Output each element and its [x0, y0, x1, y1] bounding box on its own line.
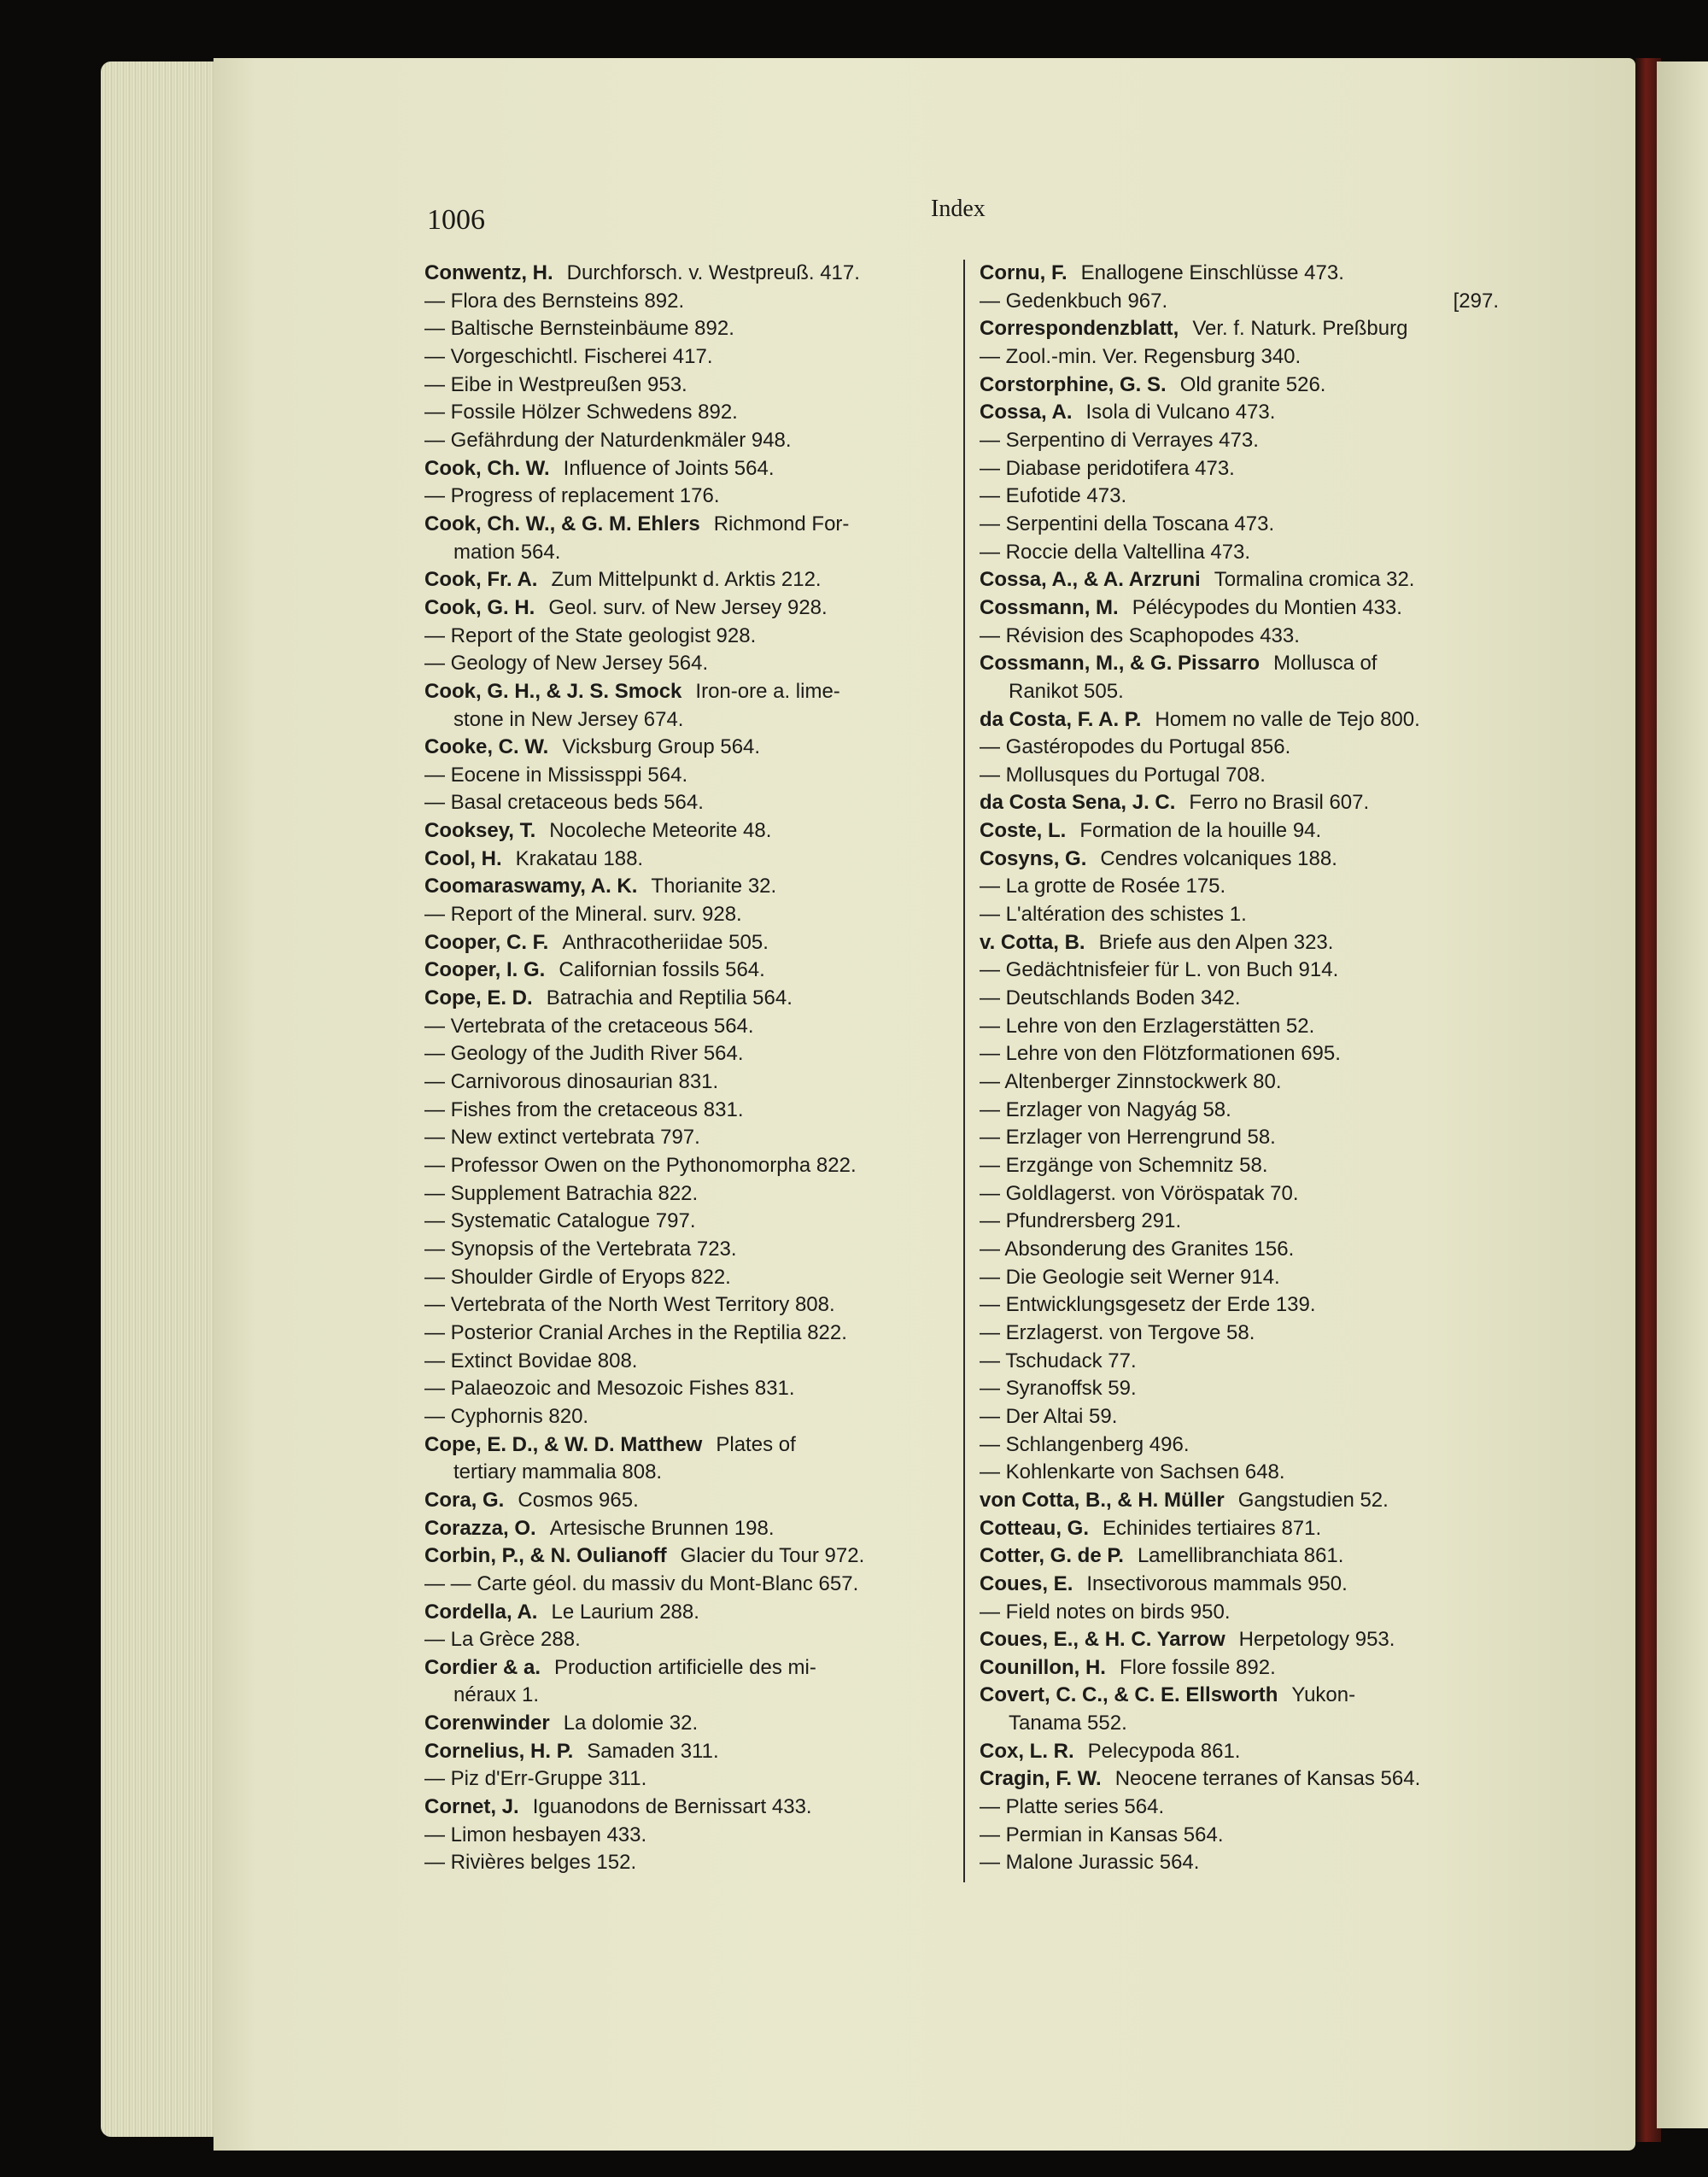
- index-author: Cook, G. H.: [424, 595, 535, 619]
- index-title: — New extinct vertebrata 797.: [424, 1126, 700, 1150]
- index-title: — Syranoffsk 59.: [980, 1377, 1137, 1401]
- index-title: Yukon-: [1291, 1683, 1356, 1707]
- index-entry: [424, 1040, 947, 1068]
- index-entry: [424, 372, 947, 400]
- index-entry: [424, 1571, 947, 1599]
- index-title: Neocene terranes of Kansas 564.: [1114, 1767, 1421, 1791]
- index-title: — Roccie della Valtellina 473.: [980, 540, 1251, 564]
- index-entry: [424, 1180, 947, 1208]
- index-author: Cornelius, H. P.: [424, 1739, 574, 1763]
- index-title: Mollusca of: [1273, 652, 1378, 676]
- index-title: Production artificielle des mi-: [554, 1655, 816, 1679]
- index-entry: [424, 734, 947, 762]
- index-entry: [424, 1291, 947, 1320]
- index-entry: [424, 1403, 947, 1431]
- index-entry: [424, 817, 947, 846]
- index-entry: [424, 594, 947, 623]
- index-entry: [980, 1124, 1499, 1152]
- index-title: — Erzgänge von Schemnitz 58.: [980, 1154, 1268, 1177]
- index-entry-continuation: néraux 1.: [453, 1683, 540, 1707]
- index-entry: [980, 566, 1499, 594]
- index-title: Richmond For-: [713, 512, 850, 535]
- index-title: — Progress of replacement 176.: [424, 484, 720, 508]
- index-title: — La grotte de Rosée 175.: [980, 875, 1226, 898]
- index-entry: [980, 1487, 1499, 1515]
- index-entry: [980, 594, 1499, 623]
- index-entry: [424, 1515, 947, 1543]
- index-title: — Rivières belges 152.: [424, 1851, 637, 1875]
- index-author: Corenwinder: [424, 1712, 550, 1735]
- index-entry: [424, 985, 947, 1013]
- index-author: Conwentz, H.: [424, 261, 553, 284]
- index-title: Vicksburg Group 564.: [562, 735, 761, 759]
- index-title: — Erzlager von Herrengrund 58.: [980, 1126, 1276, 1150]
- index-title: — Eibe in Westpreußen 953.: [424, 372, 687, 396]
- index-title: — Baltische Bernsteinbäume 892.: [424, 317, 734, 341]
- index-entry: [424, 455, 947, 483]
- index-entry: [980, 372, 1499, 400]
- index-title: Artesische Brunnen 198.: [549, 1516, 775, 1540]
- index-entry: [424, 1599, 947, 1627]
- index-title: Cosmos 965.: [518, 1488, 639, 1512]
- index-author: Cossmann, M.: [980, 595, 1119, 619]
- index-title: — Révision des Scaphopodes 433.: [980, 623, 1300, 647]
- index-entry: [424, 288, 947, 316]
- index-entry: [980, 734, 1499, 762]
- index-entry: [980, 650, 1499, 678]
- index-entry: [980, 427, 1499, 455]
- index-title: — Limon hesbayen 433.: [424, 1823, 647, 1846]
- index-title: — Geology of the Judith River 564.: [424, 1042, 744, 1066]
- index-title: — Carnivorous dinosaurian 831.: [424, 1070, 719, 1094]
- index-entry: [980, 288, 1499, 316]
- index-author: Cosyns, G.: [980, 846, 1087, 870]
- index-title: — Erzlagerst. von Tergove 58.: [980, 1320, 1255, 1344]
- book-page-edges: [101, 61, 229, 2137]
- index-title: Geol. surv. of New Jersey 928.: [548, 595, 828, 619]
- index-title: Nocoleche Meteorite 48.: [549, 819, 772, 843]
- index-author: da Costa, F. A. P.: [980, 707, 1142, 731]
- index-entry: [424, 1794, 947, 1822]
- index-column-left: [424, 260, 947, 1877]
- index-title: — Geology of New Jersey 564.: [424, 652, 709, 676]
- index-title: — Eocene in Mississppi 564.: [424, 763, 688, 787]
- index-title: — Goldlagerst. von Vöröspatak 70.: [980, 1181, 1299, 1205]
- index-title: Krakatau 188.: [515, 846, 644, 870]
- index-title: Zum Mittelpunkt d. Arktis 212.: [551, 568, 822, 592]
- page-number: 1006: [427, 204, 485, 236]
- index-entry: [980, 1654, 1499, 1682]
- index-entry: [424, 873, 947, 901]
- index-entry: [424, 1738, 947, 1766]
- index-title: — Serpentini della Toscana 473.: [980, 512, 1275, 535]
- facing-page-edge: [1657, 61, 1708, 2128]
- index-entry: [980, 1348, 1499, 1376]
- index-title: — Die Geologie seit Werner 914.: [980, 1265, 1280, 1289]
- index-author: Cooper, I. G.: [424, 958, 546, 982]
- index-author: Counillon, H.: [980, 1655, 1106, 1679]
- index-author: Cossmann, M., & G. Pissarro: [980, 652, 1261, 676]
- index-title: — Malone Jurassic 564.: [980, 1851, 1200, 1875]
- index-entry: [424, 1542, 947, 1571]
- index-title: Flore fossile 892.: [1119, 1655, 1276, 1679]
- index-entry: [424, 511, 947, 539]
- index-title: Influence of Joints 564.: [563, 456, 775, 480]
- index-entry: [424, 1208, 947, 1236]
- index-title: — Mollusques du Portugal 708.: [980, 763, 1266, 787]
- index-entry: [424, 1013, 947, 1041]
- index-entry: [980, 817, 1499, 846]
- index-author: Covert, C. C., & C. E. Ellsworth: [980, 1683, 1278, 1707]
- index-entry: [980, 1375, 1499, 1403]
- index-title: — Gefährdung der Naturdenkmäler 948.: [424, 428, 792, 452]
- index-title: — Fossile Hölzer Schwedens 892.: [424, 401, 738, 424]
- index-title: Glacier du Tour 972.: [680, 1544, 865, 1568]
- index-title: — Tschudack 77.: [980, 1349, 1137, 1372]
- index-entry: [980, 483, 1499, 511]
- index-title: — Erzlager von Nagyág 58.: [980, 1097, 1231, 1121]
- index-entry: [980, 315, 1499, 343]
- index-entry-continuation: stone in New Jersey 674.: [453, 707, 684, 731]
- index-title: — Altenberger Zinnstockwerk 80.: [980, 1070, 1282, 1094]
- index-title: — Der Altai 59.: [980, 1404, 1118, 1428]
- index-title: — Lehre von den Flötzformationen 695.: [980, 1042, 1341, 1066]
- index-entry: [424, 399, 947, 427]
- index-entry: [980, 1403, 1499, 1431]
- index-entry: [980, 901, 1499, 929]
- index-entry: [980, 985, 1499, 1013]
- index-entry: [980, 399, 1499, 427]
- index-title: — Serpentino di Verrayes 473.: [980, 428, 1259, 452]
- index-entry: [424, 789, 947, 817]
- index-author: Corbin, P., & N. Oulianoff: [424, 1544, 667, 1568]
- index-author: Cope, E. D.: [424, 986, 533, 1010]
- index-title: — Absonderung des Granites 156.: [980, 1237, 1295, 1261]
- index-entry: [980, 1599, 1499, 1627]
- index-author: Coste, L.: [980, 819, 1067, 843]
- index-entry: [980, 957, 1499, 985]
- index-entry: [424, 1849, 947, 1877]
- index-title: — La Grèce 288.: [424, 1628, 581, 1652]
- index-author: Cotter, G. de P.: [980, 1544, 1124, 1568]
- index-title: Tormalina cromica 32.: [1214, 568, 1415, 592]
- index-title: Insectivorous mammals 950.: [1086, 1571, 1348, 1595]
- index-entry: [980, 455, 1499, 483]
- index-entry: [980, 1264, 1499, 1292]
- index-title: Old granite 526.: [1179, 372, 1326, 396]
- index-author: Cora, G.: [424, 1488, 505, 1512]
- index-entry: [424, 901, 947, 929]
- index-title: — Lehre von den Erzlagerstätten 52.: [980, 1014, 1315, 1038]
- index-author: Cossa, A.: [980, 401, 1073, 424]
- index-entry: [980, 1822, 1499, 1850]
- index-title: — Platte series 564.: [980, 1795, 1165, 1819]
- index-entry: [980, 1208, 1499, 1236]
- index-author: da Costa Sena, J. C.: [980, 791, 1176, 815]
- index-title: — Basal cretaceous beds 564.: [424, 791, 704, 815]
- index-author: Cox, L. R.: [980, 1739, 1074, 1763]
- index-title: Briefe aus den Alpen 323.: [1098, 930, 1334, 954]
- index-entry: [424, 343, 947, 372]
- index-entry: [424, 1487, 947, 1515]
- index-author: Cordella, A.: [424, 1600, 538, 1624]
- index-title: — Kohlenkarte von Sachsen 648.: [980, 1460, 1285, 1484]
- index-entry: [424, 1822, 947, 1850]
- running-title: Index: [931, 196, 986, 222]
- index-title: — Professor Owen on the Pythonomorpha 822.: [424, 1154, 857, 1177]
- index-author: Coomaraswamy, A. K.: [424, 875, 638, 898]
- index-entry: [424, 566, 947, 594]
- index-author: Cooke, C. W.: [424, 735, 549, 759]
- index-entry: [424, 1654, 947, 1682]
- index-column-right: [980, 260, 1499, 1877]
- index-entry: [980, 706, 1499, 734]
- index-entry: [980, 1849, 1499, 1877]
- index-entry: [424, 1236, 947, 1264]
- index-entry: [424, 762, 947, 790]
- index-title: — Pfundrersberg 291.: [980, 1209, 1182, 1233]
- index-author: v. Cotta, B.: [980, 930, 1085, 954]
- index-title: — Posterior Cranial Arches in the Reptilia 822.: [424, 1320, 847, 1344]
- index-entry: [980, 1068, 1499, 1097]
- index-title: — Eufotide 473.: [980, 484, 1127, 508]
- index-entry: [980, 1236, 1499, 1264]
- index-title: — Fishes from the cretaceous 831.: [424, 1097, 744, 1121]
- index-entry: [980, 1320, 1499, 1348]
- index-title: — Diabase peridotifera 473.: [980, 456, 1235, 480]
- index-title: Pelecypoda 861.: [1087, 1739, 1241, 1763]
- index-entry: [980, 1765, 1499, 1794]
- index-title: — Zool.-min. Ver. Regensburg 340.: [980, 344, 1301, 368]
- index-title: — Shoulder Girdle of Eryops 822.: [424, 1265, 731, 1289]
- index-author: Cope, E. D., & W. D. Matthew: [424, 1432, 703, 1456]
- index-entry: [980, 1738, 1499, 1766]
- index-entry: [980, 1626, 1499, 1654]
- index-entry: [980, 1152, 1499, 1180]
- index-title: — Extinct Bovidae 808.: [424, 1349, 638, 1372]
- index-title: Ver. f. Naturk. Preßburg: [1192, 317, 1408, 341]
- index-entry: [980, 1291, 1499, 1320]
- index-entry: [424, 957, 947, 985]
- index-title: Plates of: [716, 1432, 796, 1456]
- index-title: — L'altération des schistes 1.: [980, 903, 1247, 927]
- index-entry: [980, 846, 1499, 874]
- index-title: — Entwicklungsgesetz der Erde 139.: [980, 1293, 1316, 1317]
- index-author: Corazza, O.: [424, 1516, 536, 1540]
- index-entry: [980, 511, 1499, 539]
- index-author: Corstorphine, G. S.: [980, 372, 1167, 396]
- index-title: Lamellibranchiata 861.: [1137, 1544, 1344, 1568]
- index-title: — Supplement Batrachia 822.: [424, 1181, 699, 1205]
- index-title: — Piz d'Err-Gruppe 311.: [424, 1767, 647, 1791]
- index-author: Cool, H.: [424, 846, 502, 870]
- index-title: Formation de la houille 94.: [1079, 819, 1322, 843]
- index-author: Cook, Ch. W., & G. M. Ehlers: [424, 512, 700, 535]
- index-title: Anthracotheriidae 505.: [562, 930, 769, 954]
- index-entry-continuation: Ranikot 505.: [1009, 679, 1124, 703]
- index-title: Durchforsch. v. Westpreuß. 417.: [566, 261, 860, 284]
- index-title: — Gedächtnisfeier für L. von Buch 914.: [980, 958, 1339, 982]
- index-entry: [980, 1542, 1499, 1571]
- index-author: Cooksey, T.: [424, 819, 536, 843]
- index-entry: [980, 929, 1499, 957]
- index-title: — — Carte géol. du massiv du Mont-Blanc 657.: [424, 1571, 859, 1595]
- index-title: Thorianite 32.: [651, 875, 777, 898]
- index-entry: [424, 427, 947, 455]
- index-title: — Cyphornis 820.: [424, 1404, 589, 1428]
- index-title: — Gastéropodes du Portugal 856.: [980, 735, 1291, 759]
- index-title: Le Laurium 288.: [551, 1600, 699, 1624]
- index-entry: [424, 1068, 947, 1097]
- index-title: La dolomie 32.: [563, 1712, 699, 1735]
- index-entry: [424, 1152, 947, 1180]
- index-entry: [424, 315, 947, 343]
- index-title: Gangstudien 52.: [1237, 1488, 1389, 1512]
- index-title: — Permian in Kansas 564.: [980, 1823, 1224, 1846]
- index-entry-continuation: mation 564.: [453, 540, 561, 564]
- index-entry-continuation: Tanama 552.: [1009, 1712, 1127, 1735]
- index-title: — Gedenkbuch 967.: [980, 289, 1168, 313]
- index-entry: [424, 846, 947, 874]
- index-title: Enallogene Einschlüsse 473.: [1080, 261, 1344, 284]
- index-entry: [980, 1180, 1499, 1208]
- index-title: Homem no valle de Tejo 800.: [1155, 707, 1420, 731]
- index-entry: [980, 1013, 1499, 1041]
- index-carryover: [297.: [1453, 289, 1499, 313]
- index-entry: [424, 650, 947, 678]
- index-author: Cook, Ch. W.: [424, 456, 550, 480]
- index-entry: [424, 1431, 947, 1460]
- index-entry: [424, 1097, 947, 1125]
- index-entry: [424, 929, 947, 957]
- index-title: — Systematic Catalogue 797.: [424, 1209, 696, 1233]
- index-entry: [424, 623, 947, 651]
- index-title: Echinides tertiaires 871.: [1103, 1516, 1322, 1540]
- index-author: Cragin, F. W.: [980, 1767, 1102, 1791]
- index-title: — Schlangenberg 496.: [980, 1432, 1190, 1456]
- index-author: Cooper, C. F.: [424, 930, 549, 954]
- index-title: Cendres volcaniques 188.: [1100, 846, 1337, 870]
- index-entry: [980, 1431, 1499, 1460]
- index-author: Coues, E.: [980, 1571, 1073, 1595]
- index-title: Ferro no Brasil 607.: [1189, 791, 1370, 815]
- index-entry: [424, 678, 947, 706]
- index-author: Cornet, J.: [424, 1795, 519, 1819]
- index-author: Cook, G. H., & J. S. Smock: [424, 679, 682, 703]
- index-title: Iron-ore a. lime-: [695, 679, 840, 703]
- index-entry: [980, 539, 1499, 567]
- index-title: — Report of the State geologist 928.: [424, 623, 757, 647]
- index-entry: [980, 1682, 1499, 1710]
- index-entry: [424, 1710, 947, 1738]
- index-title: — Vorgeschichtl. Fischerei 417.: [424, 344, 713, 368]
- index-entry: [980, 1794, 1499, 1822]
- index-title: — Deutschlands Boden 342.: [980, 986, 1241, 1010]
- index-entry: [980, 762, 1499, 790]
- index-entry: [980, 343, 1499, 372]
- index-author: Cook, Fr. A.: [424, 568, 538, 592]
- index-title: — Flora des Bernsteins 892.: [424, 289, 685, 313]
- index-title: Iguanodons de Bernissart 433.: [532, 1795, 812, 1819]
- index-entry: [424, 1320, 947, 1348]
- index-author: Cossa, A., & A. Arzruni: [980, 568, 1201, 592]
- index-entry: [980, 1515, 1499, 1543]
- column-divider: [963, 260, 965, 1882]
- index-title: Herpetology 953.: [1238, 1628, 1395, 1652]
- index-title: — Vertebrata of the North West Territory 808.: [424, 1293, 835, 1317]
- index-entry: [424, 1348, 947, 1376]
- index-entry: [424, 1264, 947, 1292]
- index-title: — Report of the Mineral. surv. 928.: [424, 903, 742, 927]
- index-author: Correspondenzblatt,: [980, 317, 1179, 341]
- index-title: — Field notes on birds 950.: [980, 1600, 1231, 1624]
- index-entry: [980, 873, 1499, 901]
- index-entry: [424, 1765, 947, 1794]
- index-entry: [980, 1040, 1499, 1068]
- index-title: Isola di Vulcano 473.: [1085, 401, 1276, 424]
- index-author: Cordier & a.: [424, 1655, 541, 1679]
- index-author: von Cotta, B., & H. Müller: [980, 1488, 1225, 1512]
- index-author: Cornu, F.: [980, 261, 1068, 284]
- index-entry: [980, 789, 1499, 817]
- index-entry: [980, 1097, 1499, 1125]
- index-entry: [424, 260, 947, 288]
- index-entry: [424, 1626, 947, 1654]
- index-title: — Vertebrata of the cretaceous 564.: [424, 1014, 754, 1038]
- page-header: [427, 192, 1708, 252]
- index-entry: [980, 1459, 1499, 1487]
- index-entry: [424, 1375, 947, 1403]
- index-entry: [980, 1571, 1499, 1599]
- index-entry: [424, 483, 947, 511]
- index-title: Batrachia and Reptilia 564.: [546, 986, 793, 1010]
- index-title: Pélécypodes du Montien 433.: [1132, 595, 1402, 619]
- index-entry: [424, 1124, 947, 1152]
- index-entry: [980, 623, 1499, 651]
- index-title: — Synopsis of the Vertebrata 723.: [424, 1237, 737, 1261]
- index-entry-continuation: tertiary mammalia 808.: [453, 1460, 663, 1484]
- index-title: Samaden 311.: [587, 1739, 719, 1763]
- index-author: Cotteau, G.: [980, 1516, 1090, 1540]
- index-author: Coues, E., & H. C. Yarrow: [980, 1628, 1225, 1652]
- index-title: — Palaeozoic and Mesozoic Fishes 831.: [424, 1377, 795, 1401]
- index-entry: [980, 260, 1499, 288]
- index-title: Californian fossils 564.: [559, 958, 765, 982]
